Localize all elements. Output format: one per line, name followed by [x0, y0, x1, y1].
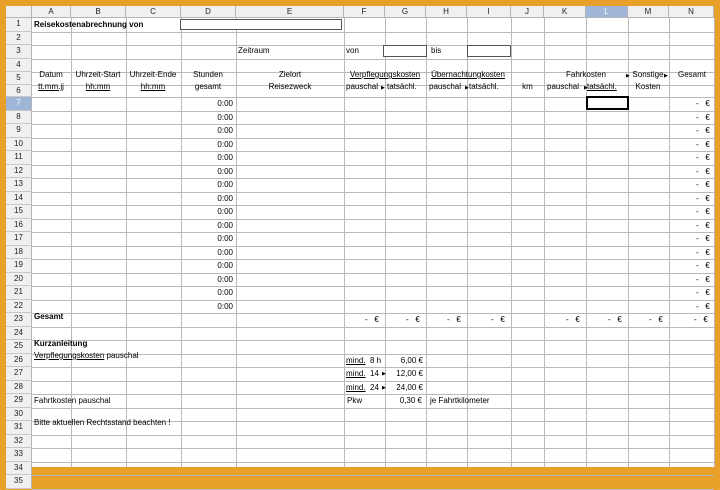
row-header-12[interactable]: 12: [6, 165, 32, 179]
row-header-13[interactable]: 13: [6, 178, 32, 192]
row-header-32[interactable]: 32: [6, 435, 32, 449]
euro-sign: €: [705, 166, 710, 176]
header-verpflegungskosten: Verpflegungskosten: [349, 70, 421, 79]
stunden-gesamt-cell[interactable]: 0:00: [217, 207, 233, 216]
row-gridline: [32, 205, 714, 206]
row-header-20[interactable]: 20: [6, 273, 32, 287]
row-gridline: [32, 394, 714, 395]
total-dash: -: [694, 315, 697, 324]
euro-sign: €: [705, 153, 710, 162]
row-header-25[interactable]: 25: [6, 340, 32, 354]
header-gesamt: Gesamt: [677, 70, 706, 79]
row-header-21[interactable]: 21: [6, 286, 32, 300]
row-header-6[interactable]: 6: [6, 85, 32, 98]
column-header-K[interactable]: K: [544, 6, 586, 18]
pkw-label: Pkw: [347, 396, 363, 405]
rate-mind-label: mind.: [346, 369, 366, 378]
rate-amount: 6,00 €: [400, 355, 423, 365]
row-gridline: [32, 408, 714, 409]
stunden-gesamt-cell[interactable]: 0:00: [217, 126, 233, 135]
euro-sign: €: [575, 315, 580, 324]
row-gesamt-cell[interactable]: [696, 248, 710, 258]
header-uhrzeit-ende-format: hh:mm: [140, 82, 166, 91]
row-gesamt-cell[interactable]: [696, 221, 710, 231]
row-gridline: [32, 32, 714, 33]
row-gridline: [32, 273, 714, 274]
euro-sign: €: [500, 315, 505, 324]
gesamt-dash: -: [696, 180, 699, 189]
header-fahrkosten-pauschal: pauschal: [547, 82, 580, 91]
column-header-L[interactable]: L: [586, 6, 628, 18]
euro-sign: €: [374, 315, 379, 324]
header-km: km: [522, 82, 533, 91]
row-gridline: [32, 286, 714, 287]
comment-indicator-icon[interactable]: ▶: [381, 85, 385, 91]
rechtsstand-hinweis: Bitte aktuellen Rechtsstand beachten !: [34, 418, 171, 427]
stunden-gesamt-cell[interactable]: 0:00: [217, 301, 233, 311]
total-cell-M[interactable]: [649, 315, 663, 325]
header-datum-format: tt.mm.jj: [38, 82, 64, 91]
gesamt-dash: -: [696, 112, 699, 122]
verpflegung-pauschal-term: Verpflegungskosten: [34, 351, 105, 360]
total-cell-G[interactable]: [406, 315, 420, 325]
row-gridline: [32, 340, 714, 341]
zeitraum-label: Zeitraum: [238, 46, 270, 55]
row-gridline: [32, 381, 714, 382]
header-reisezweck: Reisezweck: [268, 82, 312, 91]
column-header-D[interactable]: D: [181, 6, 236, 18]
row-header-26[interactable]: 26: [6, 354, 32, 368]
comment-indicator-icon[interactable]: ▶: [382, 384, 386, 391]
column-gridline: [344, 18, 345, 467]
header-fahrkosten-tatsaechl: tatsächl.: [587, 82, 617, 91]
stunden-gesamt-cell[interactable]: 0:00: [217, 274, 233, 284]
euro-sign: €: [705, 180, 710, 189]
header-zielort: Zielort: [278, 70, 302, 79]
gesamt-dash: -: [696, 99, 699, 108]
row-header-28[interactable]: 28: [6, 381, 32, 395]
column-header-M[interactable]: M: [628, 6, 669, 18]
total-dash: -: [608, 315, 611, 324]
total-cell-H[interactable]: [447, 315, 461, 325]
row-gridline: [32, 138, 714, 139]
column-gridline: [426, 18, 427, 467]
row-header-1[interactable]: 1: [6, 18, 32, 32]
column-header-N[interactable]: N: [669, 6, 714, 18]
column-gridline: [669, 18, 670, 467]
row-gridline: [32, 246, 714, 247]
column-header-G[interactable]: G: [385, 6, 426, 18]
row-gesamt-cell[interactable]: [696, 99, 710, 109]
stunden-gesamt-cell[interactable]: 0:00: [217, 153, 233, 162]
total-cell-L[interactable]: [608, 315, 622, 325]
stunden-gesamt-cell[interactable]: 0:00: [217, 288, 233, 297]
bis-date-input[interactable]: [467, 45, 511, 57]
row-gridline: [32, 327, 714, 328]
gesamt-dash: -: [696, 274, 699, 284]
header-fahrkosten: Fahrkosten: [565, 70, 607, 79]
row-header-16[interactable]: 16: [6, 219, 32, 233]
euro-sign: €: [705, 139, 710, 149]
row-gridline: [32, 489, 714, 490]
row-gridline: [32, 448, 714, 449]
rate-hours: 8 h: [370, 355, 382, 365]
header-verpflegung-pauschal: pauschal: [346, 82, 379, 91]
rate-hours: 14: [370, 369, 379, 378]
euro-sign: €: [456, 315, 461, 324]
row-gridline: [32, 232, 714, 233]
row-gesamt-cell[interactable]: [696, 275, 710, 285]
header-uebernachtungkosten: Übernachtungkosten: [431, 70, 505, 79]
euro-sign: €: [705, 112, 710, 122]
row-header-30[interactable]: 30: [6, 408, 32, 422]
total-cell-I[interactable]: [491, 315, 505, 325]
gesamt-row-label: Gesamt: [34, 312, 64, 321]
comment-indicator-icon[interactable]: ▶: [626, 73, 630, 79]
column-gridline: [544, 18, 545, 467]
row-gridline: [32, 259, 714, 260]
header-uhrzeit-start-format: hh:mm: [85, 82, 111, 91]
rate-mind-label: mind.: [346, 382, 366, 392]
header-stunden-gesamt: gesamt: [194, 82, 222, 91]
row-gridline: [32, 151, 714, 152]
total-dash: -: [447, 315, 450, 324]
row-gesamt-cell[interactable]: [696, 288, 710, 298]
active-cell-L7[interactable]: [586, 96, 629, 110]
row-gridline: [32, 192, 714, 193]
stunden-gesamt-cell[interactable]: 0:00: [217, 99, 233, 108]
row-gridline: [32, 300, 714, 301]
column-gridline: [714, 18, 715, 467]
euro-sign: €: [705, 261, 710, 270]
row-header-19[interactable]: 19: [6, 259, 32, 273]
rate-hours: 24: [370, 382, 379, 392]
row-header-14[interactable]: 14: [6, 192, 32, 206]
comment-indicator-icon[interactable]: ▶: [584, 85, 588, 91]
row-header-17[interactable]: 17: [6, 232, 32, 246]
row-header-31[interactable]: 31: [6, 421, 32, 435]
total-dash: -: [566, 315, 569, 324]
row-header-29[interactable]: 29: [6, 394, 32, 408]
sheet-title: Reisekostenabrechnung von: [34, 20, 144, 29]
row-gridline: [32, 59, 714, 60]
gesamt-dash: -: [696, 247, 699, 257]
select-all-corner[interactable]: [6, 6, 32, 18]
row-gesamt-cell[interactable]: [696, 261, 710, 271]
stunden-gesamt-cell[interactable]: 0:00: [217, 166, 233, 176]
spreadsheet[interactable]: [6, 6, 714, 485]
comment-indicator-icon[interactable]: ▶: [382, 371, 386, 377]
euro-sign: €: [705, 247, 710, 257]
row-gridline: [32, 124, 714, 125]
von-date-input[interactable]: [383, 45, 427, 57]
column-header-H[interactable]: H: [426, 6, 467, 18]
row-header-27[interactable]: 27: [6, 367, 32, 381]
euro-sign: €: [705, 301, 710, 311]
gesamt-dash: -: [696, 220, 699, 230]
row-header-22[interactable]: 22: [6, 300, 32, 314]
total-dash: -: [365, 315, 368, 324]
total-dash: -: [491, 315, 494, 324]
comment-indicator-icon[interactable]: ▶: [664, 73, 668, 79]
verpflegung-pauschal-note: [34, 351, 139, 361]
total-cell-N[interactable]: [694, 315, 708, 325]
pauschal-word: pauschal: [106, 351, 139, 360]
total-cell-F[interactable]: [365, 315, 379, 325]
stunden-gesamt-cell[interactable]: 0:00: [217, 220, 233, 230]
euro-sign: €: [705, 234, 710, 243]
row-gridline: [32, 367, 714, 368]
gesamt-dash: -: [696, 139, 699, 149]
gesamt-dash: -: [696, 166, 699, 176]
gesamt-dash: -: [696, 193, 699, 203]
row-header-8[interactable]: 8: [6, 111, 32, 125]
row-gridline: [32, 462, 714, 463]
gesamt-dash: -: [696, 261, 699, 270]
euro-sign: €: [705, 193, 710, 203]
header-sonstige-kosten: Kosten: [635, 82, 661, 91]
header-datum: Datum: [39, 70, 63, 79]
name-input-cell[interactable]: [180, 19, 342, 30]
row-gesamt-cell[interactable]: [696, 194, 710, 204]
column-header-C[interactable]: C: [126, 6, 181, 18]
pkw-unit: je Fahrtkilometer: [430, 396, 490, 405]
header-uhrzeit-ende: Uhrzeit-Ende: [129, 70, 177, 79]
column-header-E[interactable]: E: [236, 6, 344, 18]
rate-amount: 24,00 €: [396, 382, 423, 392]
comment-indicator-icon[interactable]: ▶: [465, 85, 469, 91]
kurzanleitung-heading: Kurzanleitung: [34, 339, 88, 348]
euro-sign: €: [415, 315, 420, 324]
header-stunden: Stunden: [193, 70, 223, 79]
stunden-gesamt-cell[interactable]: 0:00: [217, 139, 233, 149]
row-header-34[interactable]: 34: [6, 462, 32, 476]
bis-label: bis: [431, 46, 442, 55]
stunden-gesamt-cell[interactable]: 0:00: [217, 234, 233, 243]
stunden-gesamt-cell[interactable]: 0:00: [217, 112, 233, 122]
column-header-F[interactable]: F: [344, 6, 385, 18]
euro-sign: €: [705, 274, 710, 284]
column-header-J[interactable]: J: [511, 6, 544, 18]
row-gridline: [32, 165, 714, 166]
column-header-I[interactable]: I: [467, 6, 511, 18]
row-gridline: [32, 45, 714, 46]
row-gesamt-cell[interactable]: [696, 302, 710, 312]
row-header-7[interactable]: 7: [6, 97, 32, 111]
euro-sign: €: [705, 207, 710, 216]
euro-sign: €: [705, 288, 710, 297]
row-header-4[interactable]: 4: [6, 59, 32, 73]
euro-sign: €: [617, 315, 622, 324]
header-uhrzeit-start: Uhrzeit-Start: [75, 70, 121, 79]
row-gesamt-cell[interactable]: [696, 153, 710, 163]
euro-sign: €: [703, 315, 708, 324]
euro-sign: €: [705, 126, 710, 135]
row-header-9[interactable]: 9: [6, 124, 32, 138]
row-gesamt-cell[interactable]: [696, 207, 710, 217]
row-gesamt-cell[interactable]: [696, 167, 710, 177]
total-dash: -: [649, 315, 652, 324]
stunden-gesamt-cell[interactable]: 0:00: [217, 180, 233, 189]
row-gesamt-cell[interactable]: [696, 234, 710, 244]
row-header-2[interactable]: 2: [6, 32, 32, 46]
row-header-33[interactable]: 33: [6, 448, 32, 462]
euro-sign: €: [705, 99, 710, 108]
row-header-10[interactable]: 10: [6, 138, 32, 152]
row-gridline: [32, 475, 714, 476]
rate-mind-label: mind.: [346, 355, 366, 365]
fahrtkosten-pauschal-note: Fahrtkosten pauschal: [34, 396, 111, 405]
stunden-gesamt-cell[interactable]: 0:00: [217, 261, 233, 270]
gesamt-dash: -: [696, 126, 699, 135]
row-header-18[interactable]: 18: [6, 246, 32, 260]
euro-sign: €: [658, 315, 663, 324]
stunden-gesamt-cell[interactable]: 0:00: [217, 193, 233, 203]
row-header-3[interactable]: 3: [6, 45, 32, 59]
pkw-rate: 0,30 €: [399, 396, 422, 405]
header-uebernachtung-pauschal: pauschal: [429, 82, 462, 91]
total-dash: -: [406, 315, 409, 324]
row-gridline: [32, 313, 714, 314]
row-gridline: [32, 111, 714, 112]
column-header-B[interactable]: B: [71, 6, 126, 18]
von-label: von: [346, 46, 359, 55]
gesamt-dash: -: [696, 301, 699, 311]
row-gridline: [32, 435, 714, 436]
row-header-11[interactable]: 11: [6, 151, 32, 165]
gesamt-dash: -: [696, 234, 699, 243]
header-sonstige: Sonstige: [632, 70, 664, 79]
gesamt-dash: -: [696, 153, 699, 162]
stunden-gesamt-cell[interactable]: 0:00: [217, 247, 233, 257]
row-header-23[interactable]: 23: [6, 313, 32, 327]
row-gesamt-cell[interactable]: [696, 126, 710, 136]
gesamt-dash: -: [696, 207, 699, 216]
row-gesamt-cell[interactable]: [696, 180, 710, 190]
row-header-24[interactable]: 24: [6, 327, 32, 341]
gesamt-dash: -: [696, 288, 699, 297]
column-header-A[interactable]: A: [32, 6, 71, 18]
euro-sign: €: [705, 220, 710, 230]
row-header-35[interactable]: 35: [6, 475, 32, 489]
row-header-15[interactable]: 15: [6, 205, 32, 219]
total-cell-K[interactable]: [566, 315, 580, 325]
header-uebernachtung-tatsaechl: tatsächl.: [469, 82, 499, 91]
rate-amount: 12,00 €: [396, 369, 423, 378]
header-verpflegung-tatsaechl: tatsächl.: [387, 82, 417, 91]
row-gesamt-cell[interactable]: [696, 113, 710, 123]
row-gridline: [32, 219, 714, 220]
row-gridline: [32, 178, 714, 179]
row-header-5[interactable]: 5: [6, 72, 32, 85]
row-gesamt-cell[interactable]: [696, 140, 710, 150]
